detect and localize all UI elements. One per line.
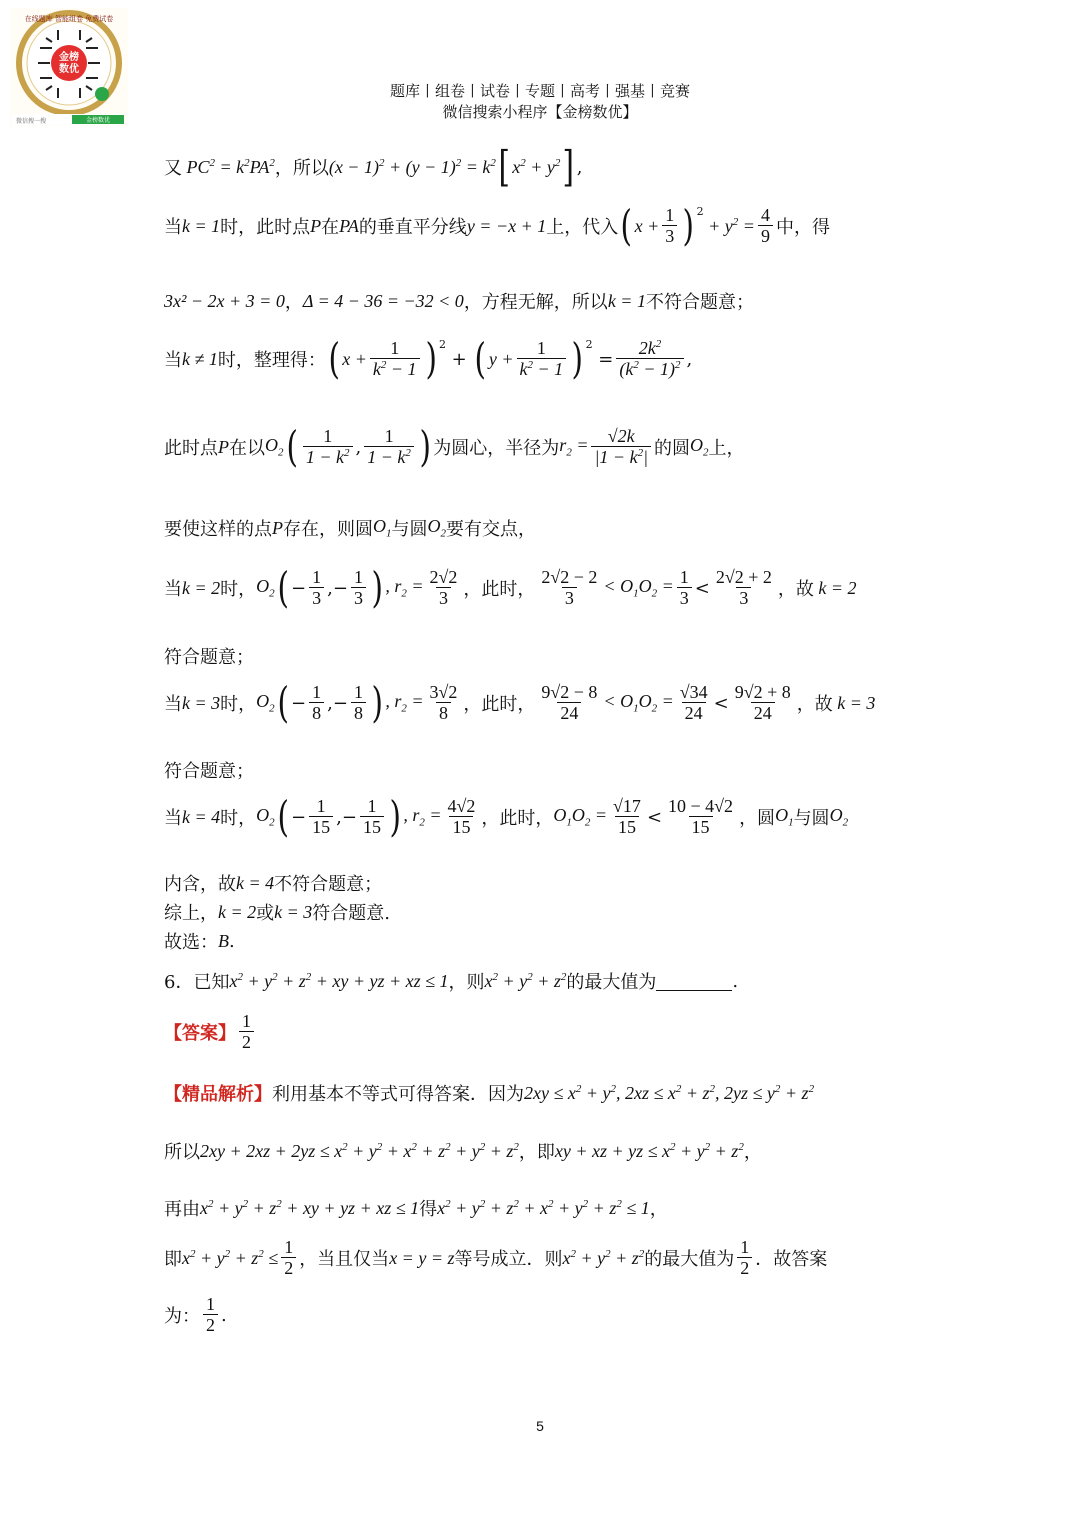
line-4: 当 k ≠ 1 时，整理得： ( x + $\frac{1}{k^2 - 1}$ ) $^2$ + ( y + $\frac{1}{k^2 - 1}$ ) $^2$ = $\frac{2k^2}{(k^2 - 1)^2}$ , (164, 334, 693, 383)
header-nav: 题库丨组卷丨试卷丨专题丨高考丨强基丨竞赛 (389, 82, 690, 100)
line-12: 内含，故 k = 4 不符合题意； (164, 872, 383, 895)
line-7: 当 k = 2 时， $O_2$ ( − $\frac{1}{3}$ ,− $\frac{1}{3}$ ) , $r_2$ = $\frac{2√2}{3}$ ，此时， $\frac{2√2 - 2}{3}$ < $O_1O_2$ = $\frac{1}{3}$ < $\frac{2√2 + 2}{3}$ ，故 k = 2 (164, 563, 857, 612)
step-2: 再由 $x^2 + y^2 + z^2$ + xy + yz + xz ≤ 1 得 $x^2 + y^2 + z^2 + x^2 + y^2 + z^2 \le 1$ ， (164, 1197, 668, 1220)
line-14: 故选： B . (164, 930, 235, 953)
line-10: 符合题意； (164, 761, 254, 782)
answer-blank (656, 972, 732, 991)
page-number: 5 (536, 1418, 544, 1434)
line-6: 要使这样的点 P 存在，则圆 $O_1$ 与圆 $O_2$ 要有交点， (164, 516, 536, 540)
line-2: 当 k = 1 时，此时点 P 在 PA 的垂直平分线 y = −x + 1 上，代入 ( x + $\frac{1}{3}$ ) $^2$ + $y^2$ = $\frac{4}{9}$ 中，得 (164, 201, 830, 250)
line-11: 当 k = 4 时， $O_2$ ( − $\frac{1}{15}$ ,− $\frac{1}{15}$ ) , $r_2$ = $\frac{4√2}{15}$ ，此时， $O_1O_2$ = $\frac{√17}{15}$ < $\frac{10 - 4√2}{15}$ ，圆 $O_1$ 与圆 $O_2$ (164, 792, 849, 841)
line-1: 又 $PC^2 = k^2PA^2$ ，所以 $(x - 1)^2 + (y - 1)^2 = k^2$ [ $x^2 + y^2$ ] , (164, 142, 583, 191)
svg-text:金榜: 金榜 (59, 52, 79, 63)
svg-text:在线题库 智能组卷 免费试卷: 在线题库 智能组卷 免费试卷 (24, 15, 114, 23)
line-5: 此时点 P 在以 $O_2$ ( $\frac{1}{1 - k^2}$ , $\frac{1}{1 - k^2}$ ) 为圆心，半径为 $r_2$ = $\frac{√2k}{|1 - k^2|}$ 的圆 $O_2$ 上， (164, 422, 745, 471)
analysis-label: 【精品解析】 (164, 1084, 272, 1105)
question-6: 6．已知 $x^2 + y^2 + z^2$ + xy + yz + xz ≤ 1 ，则 $x^2 + y^2 + z^2$ 的最大值为 . (164, 970, 739, 993)
header-wechat: 微信搜索小程序【金榜数优】 (442, 103, 638, 121)
analysis-line: 【精品解析】 利用基本不等式可得答案．因为 $2xy \le x^2 + y^2$, $2xz \le x^2 + z^2$, $2yz \le y^2 + z^2$ (164, 1080, 814, 1106)
answer-line: 【答案】 $\frac{1}{2}$ (164, 1012, 257, 1053)
line-9: 当 k = 3 时， $O_2$ ( − $\frac{1}{8}$ ,− $\frac{1}{8}$ ) , $r_2$ = $\frac{3√2}{8}$ ，此时， $\frac{9√2 - 8}{24}$ < $O_1O_2$ = $\frac{√34}{24}$ < $\frac{9√2 + 8}{24}$ ，故 k = 3 (164, 678, 876, 727)
svg-text:数优: 数优 (59, 64, 79, 75)
step-1: 所以 $2xy + 2xz + 2yz \le x^2 + y^2 + x^2 + z^2 + y^2 + z^2$ ，即 xy + xz + yz ≤ $x^2 + y^2 + z^2$ ， (164, 1140, 762, 1163)
step-3: 即 $x^2 + y^2 + z^2$ ≤ $\frac{1}{2}$ ，当且仅当 x = y = z 等号成立．则 $x^2 + y^2 + z^2$ 的最大值为 $\frac{1}{2}$ ．故答案 (164, 1237, 828, 1278)
answer-label: 【答案】 (164, 1023, 236, 1045)
svg-text:微信搜一搜: 微信搜一搜 (16, 118, 47, 125)
line-3: 3x² − 2x + 3 = 0 ， Δ = 4 − 36 = −32 < 0 ，方程无解，所以 k = 1 不符合题意； (164, 290, 754, 313)
line-13: 综上， k = 2 或 k = 3 符合题意. (164, 901, 391, 924)
svg-text:金榜数优: 金榜数优 (85, 117, 111, 124)
step-4: 为： $\frac{1}{2}$ . (164, 1294, 227, 1335)
line-8: 符合题意； (164, 647, 254, 668)
